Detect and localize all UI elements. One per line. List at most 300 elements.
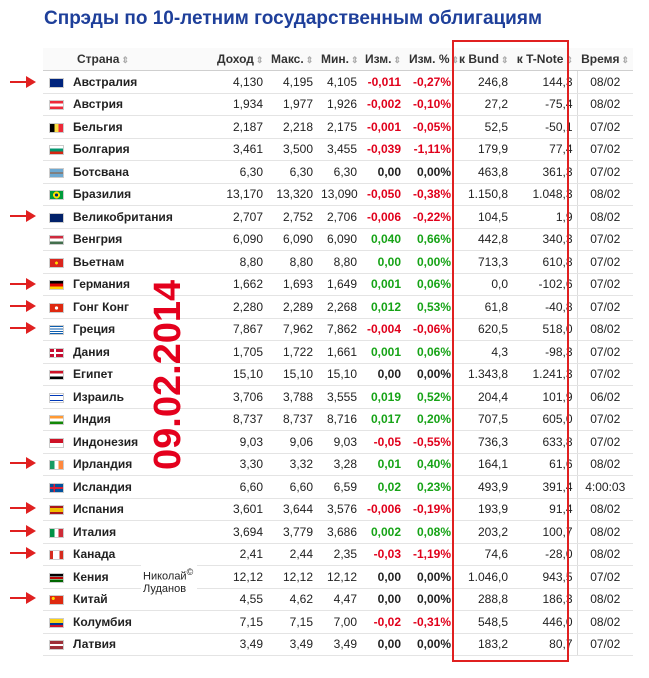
- change-pct-value: 0,00%: [405, 588, 455, 611]
- time-value: 08/02: [577, 183, 633, 206]
- flag-cell: [43, 71, 71, 94]
- low-value: 2,706: [317, 206, 361, 229]
- yield-value: 2,707: [213, 206, 267, 229]
- change-value: 0,002: [361, 521, 405, 544]
- spread-tnote-value: -28,0: [512, 543, 577, 566]
- change-pct-value: 0,06%: [405, 341, 455, 364]
- ireland-flag-icon: [49, 460, 64, 470]
- flag-cell: [43, 93, 71, 116]
- change-pct-value: -0,55%: [405, 431, 455, 454]
- arrow-right-icon: [10, 547, 36, 559]
- table-row[interactable]: [43, 476, 633, 499]
- high-value: 3,32: [267, 453, 317, 476]
- flag-cell: [43, 273, 71, 296]
- change-pct-value: 0,00%: [405, 566, 455, 589]
- china-flag-icon: [49, 595, 64, 605]
- change-value: 0,001: [361, 273, 405, 296]
- change-value: 0,00: [361, 251, 405, 274]
- sort-icon[interactable]: ⇕: [501, 55, 509, 65]
- country-name[interactable]: Испания: [71, 498, 213, 521]
- table-row[interactable]: [43, 453, 633, 476]
- high-value: 13,320: [267, 183, 317, 206]
- spread-tnote-value: 144,3: [512, 71, 577, 94]
- latvia-flag-icon: [49, 640, 64, 650]
- time-value: 08/02: [577, 206, 633, 229]
- greece-flag-icon: [49, 325, 64, 335]
- low-value: 1,661: [317, 341, 361, 364]
- change-pct-value: 0,00%: [405, 161, 455, 184]
- column-label: Страна: [77, 52, 120, 66]
- country-name[interactable]: Китай: [71, 588, 213, 611]
- change-pct-value: -0,22%: [405, 206, 455, 229]
- spread-bund-value: 1.046,0: [455, 566, 512, 589]
- country-name[interactable]: Дания: [71, 341, 213, 364]
- change-pct-value: -0,10%: [405, 93, 455, 116]
- low-value: 1,926: [317, 93, 361, 116]
- table-row[interactable]: [43, 611, 633, 634]
- country-name[interactable]: Италия: [71, 521, 213, 544]
- arrow-right-icon: [10, 525, 36, 537]
- low-value: 2,268: [317, 296, 361, 319]
- high-value: 7,962: [267, 318, 317, 341]
- spread-bund-value: 442,8: [455, 228, 512, 251]
- date-stamp: 09.02.2014: [147, 279, 189, 470]
- country-name[interactable]: Гонг Конг: [71, 296, 213, 319]
- change-pct-value: -0,19%: [405, 498, 455, 521]
- column-header-low[interactable]: [317, 48, 361, 71]
- australia-flag-icon: [49, 78, 64, 88]
- change-value: -0,039: [361, 138, 405, 161]
- botswana-flag-icon: [49, 168, 64, 178]
- yield-value: 8,80: [213, 251, 267, 274]
- spread-bund-value: 463,8: [455, 161, 512, 184]
- flag-cell: [43, 228, 71, 251]
- low-value: 8,716: [317, 408, 361, 431]
- time-value: 08/02: [577, 588, 633, 611]
- yield-value: 4,130: [213, 71, 267, 94]
- high-value: 4,195: [267, 71, 317, 94]
- time-value: 08/02: [577, 611, 633, 634]
- spread-bund-value: 203,2: [455, 521, 512, 544]
- change-pct-value: -0,06%: [405, 318, 455, 341]
- high-value: 1,693: [267, 273, 317, 296]
- high-value: 2,44: [267, 543, 317, 566]
- yield-value: 6,60: [213, 476, 267, 499]
- country-name[interactable]: Египет: [71, 363, 213, 386]
- change-value: 0,001: [361, 341, 405, 364]
- low-value: 3,49: [317, 633, 361, 656]
- spread-bund-value: 713,3: [455, 251, 512, 274]
- arrow-right-icon: [10, 322, 36, 334]
- sort-icon[interactable]: ⇕: [451, 55, 460, 65]
- time-value: 07/02: [577, 296, 633, 319]
- change-pct-value: 0,40%: [405, 453, 455, 476]
- flag-cell: [43, 341, 71, 364]
- spread-bund-value: 288,8: [455, 588, 512, 611]
- country-name[interactable]: Германия: [71, 273, 213, 296]
- spread-bund-value: 204,4: [455, 386, 512, 409]
- arrow-right-icon: [10, 300, 36, 312]
- flag-cell: [43, 251, 71, 274]
- time-value: 07/02: [577, 566, 633, 589]
- yield-value: 4,55: [213, 588, 267, 611]
- flag-cell: [43, 633, 71, 656]
- high-value: 6,090: [267, 228, 317, 251]
- table-row[interactable]: [43, 588, 633, 611]
- spread-bund-value: 548,5: [455, 611, 512, 634]
- bond-spreads-table: [43, 48, 633, 656]
- spread-bund-value: 52,5: [455, 116, 512, 139]
- spread-tnote-value: 391,4: [512, 476, 577, 499]
- spread-tnote-value: 100,7: [512, 521, 577, 544]
- flag-cell: [43, 521, 71, 544]
- high-value: 3,49: [267, 633, 317, 656]
- flag-cell: [43, 476, 71, 499]
- yield-value: 1,662: [213, 273, 267, 296]
- time-value: 4:00:03: [577, 476, 633, 499]
- high-value: 3,500: [267, 138, 317, 161]
- change-value: 0,00: [361, 363, 405, 386]
- yield-value: 2,187: [213, 116, 267, 139]
- india-flag-icon: [49, 415, 64, 425]
- spread-bund-value: 4,3: [455, 341, 512, 364]
- change-pct-value: -0,27%: [405, 71, 455, 94]
- yield-value: 12,12: [213, 566, 267, 589]
- change-pct-value: 0,52%: [405, 386, 455, 409]
- table-row[interactable]: [43, 363, 633, 386]
- flag-cell: [43, 588, 71, 611]
- spread-tnote-value: -50,1: [512, 116, 577, 139]
- sort-icon[interactable]: ⇕: [121, 55, 130, 65]
- high-value: 2,289: [267, 296, 317, 319]
- flag-cell: [43, 318, 71, 341]
- country-name[interactable]: Бразилия: [71, 183, 213, 206]
- spread-tnote-value: 1,9: [512, 206, 577, 229]
- yield-value: 2,41: [213, 543, 267, 566]
- time-value: 07/02: [577, 228, 633, 251]
- low-value: 3,28: [317, 453, 361, 476]
- spread-bund-value: 246,8: [455, 71, 512, 94]
- column-header-vs-tnote[interactable]: [512, 48, 577, 71]
- change-value: -0,011: [361, 71, 405, 94]
- low-value: 8,80: [317, 251, 361, 274]
- country-name[interactable]: Великобритания: [71, 206, 213, 229]
- yield-value: 3,461: [213, 138, 267, 161]
- column-header-time[interactable]: [577, 48, 633, 71]
- change-value: -0,05: [361, 431, 405, 454]
- sort-icon[interactable]: ⇕: [255, 55, 264, 65]
- spread-bund-value: 1.150,8: [455, 183, 512, 206]
- change-value: -0,004: [361, 318, 405, 341]
- column-header-country[interactable]: [43, 48, 213, 71]
- flag-cell: [43, 498, 71, 521]
- yield-value: 8,737: [213, 408, 267, 431]
- table-row[interactable]: [43, 116, 633, 139]
- country-name[interactable]: Израиль: [71, 386, 213, 409]
- time-value: 08/02: [577, 318, 633, 341]
- yield-value: 3,694: [213, 521, 267, 544]
- change-pct-value: -0,31%: [405, 611, 455, 634]
- country-name[interactable]: Болгария: [71, 138, 213, 161]
- country-name[interactable]: Вьетнам: [71, 251, 213, 274]
- flag-cell: [43, 611, 71, 634]
- spread-bund-value: 179,9: [455, 138, 512, 161]
- column-header-vs-bund[interactable]: [455, 48, 512, 71]
- high-value: 2,218: [267, 116, 317, 139]
- change-value: 0,040: [361, 228, 405, 251]
- low-value: 6,30: [317, 161, 361, 184]
- sort-icon[interactable]: ⇕: [305, 55, 314, 65]
- table-row[interactable]: [43, 318, 633, 341]
- change-value: -0,001: [361, 116, 405, 139]
- brazil-flag-icon: [49, 190, 64, 200]
- country-name[interactable]: Ботсвана: [71, 161, 213, 184]
- arrow-right-icon: [10, 210, 36, 222]
- table-row[interactable]: [43, 161, 633, 184]
- column-header-high[interactable]: [267, 48, 317, 71]
- change-pct-value: 0,66%: [405, 228, 455, 251]
- time-value: 07/02: [577, 633, 633, 656]
- yield-value: 2,280: [213, 296, 267, 319]
- high-value: 15,10: [267, 363, 317, 386]
- change-value: -0,006: [361, 498, 405, 521]
- time-value: 08/02: [577, 543, 633, 566]
- spread-bund-value: 1.343,8: [455, 363, 512, 386]
- high-value: 6,30: [267, 161, 317, 184]
- spread-tnote-value: 340,3: [512, 228, 577, 251]
- spread-bund-value: 74,6: [455, 543, 512, 566]
- low-value: 3,455: [317, 138, 361, 161]
- high-value: 3,788: [267, 386, 317, 409]
- low-value: 3,686: [317, 521, 361, 544]
- indonesia-flag-icon: [49, 438, 64, 448]
- table-row[interactable]: [43, 251, 633, 274]
- low-value: 15,10: [317, 363, 361, 386]
- table-row[interactable]: [43, 93, 633, 116]
- table-row[interactable]: [43, 273, 633, 296]
- copyright-icon: ©: [186, 567, 194, 577]
- change-value: 0,012: [361, 296, 405, 319]
- arrow-right-icon: [10, 76, 36, 88]
- spread-bund-value: 183,2: [455, 633, 512, 656]
- yield-value: 3,601: [213, 498, 267, 521]
- high-value: 3,779: [267, 521, 317, 544]
- table-row[interactable]: [43, 71, 633, 94]
- low-value: 6,090: [317, 228, 361, 251]
- change-pct-value: 0,06%: [405, 273, 455, 296]
- vietnam-flag-icon: [49, 258, 64, 268]
- flag-cell: [43, 138, 71, 161]
- change-pct-value: -1,11%: [405, 138, 455, 161]
- change-pct-value: 0,08%: [405, 521, 455, 544]
- country-name[interactable]: Исландия: [71, 476, 213, 499]
- time-value: 07/02: [577, 363, 633, 386]
- yield-value: 6,090: [213, 228, 267, 251]
- change-pct-value: 0,00%: [405, 633, 455, 656]
- column-label: Мин.: [321, 52, 349, 66]
- canada-flag-icon: [49, 550, 64, 560]
- time-value: 08/02: [577, 521, 633, 544]
- spread-tnote-value: -102,6: [512, 273, 577, 296]
- table-row[interactable]: [43, 386, 633, 409]
- table-row[interactable]: [43, 431, 633, 454]
- high-value: 8,737: [267, 408, 317, 431]
- high-value: 9,06: [267, 431, 317, 454]
- table-header-row: [43, 48, 633, 71]
- change-value: 0,019: [361, 386, 405, 409]
- denmark-flag-icon: [49, 348, 64, 358]
- high-value: 3,644: [267, 498, 317, 521]
- change-value: -0,02: [361, 611, 405, 634]
- table-row[interactable]: [43, 341, 633, 364]
- flag-cell: [43, 408, 71, 431]
- low-value: 1,649: [317, 273, 361, 296]
- spread-bund-value: 620,5: [455, 318, 512, 341]
- country-name[interactable]: Канада: [71, 543, 213, 566]
- country-name[interactable]: Кения: [71, 566, 213, 589]
- table-row[interactable]: [43, 521, 633, 544]
- flag-cell: [43, 116, 71, 139]
- low-value: 3,555: [317, 386, 361, 409]
- time-value: 07/02: [577, 116, 633, 139]
- time-value: 07/02: [577, 161, 633, 184]
- sort-icon[interactable]: ⇕: [565, 55, 574, 65]
- change-pct-value: -0,05%: [405, 116, 455, 139]
- spread-tnote-value: 1.241,3: [512, 363, 577, 386]
- iceland-flag-icon: [49, 483, 64, 493]
- column-label: к Bund: [459, 52, 500, 66]
- time-value: 07/02: [577, 341, 633, 364]
- high-value: 4,62: [267, 588, 317, 611]
- country-name[interactable]: Ирландия: [71, 453, 213, 476]
- yield-value: 1,705: [213, 341, 267, 364]
- spread-tnote-value: 91,4: [512, 498, 577, 521]
- change-value: 0,00: [361, 633, 405, 656]
- country-name[interactable]: Венгрия: [71, 228, 213, 251]
- spread-tnote-value: 633,8: [512, 431, 577, 454]
- table-row[interactable]: [43, 408, 633, 431]
- spread-tnote-value: -98,3: [512, 341, 577, 364]
- country-name[interactable]: Латвия: [71, 633, 213, 656]
- table-row[interactable]: [43, 183, 633, 206]
- change-value: 0,00: [361, 161, 405, 184]
- time-value: 07/02: [577, 273, 633, 296]
- spread-tnote-value: 1.048,3: [512, 183, 577, 206]
- spread-tnote-value: -75,4: [512, 93, 577, 116]
- country-name[interactable]: Индия: [71, 408, 213, 431]
- flag-cell: [43, 206, 71, 229]
- change-value: -0,050: [361, 183, 405, 206]
- table-row[interactable]: [43, 543, 633, 566]
- spread-bund-value: 0,0: [455, 273, 512, 296]
- time-value: 07/02: [577, 138, 633, 161]
- flag-cell: [43, 386, 71, 409]
- spread-tnote-value: 77,4: [512, 138, 577, 161]
- flag-cell: [43, 296, 71, 319]
- yield-value: 3,30: [213, 453, 267, 476]
- spread-tnote-value: 186,3: [512, 588, 577, 611]
- arrow-right-icon: [10, 592, 36, 604]
- low-value: 13,090: [317, 183, 361, 206]
- country-name[interactable]: Колумбия: [71, 611, 213, 634]
- country-name[interactable]: Бельгия: [71, 116, 213, 139]
- author-first-name: Николай: [143, 570, 187, 583]
- page-title: Спрэды по 10-летним государственным облигациям: [44, 8, 543, 29]
- table-row[interactable]: [43, 228, 633, 251]
- high-value: 7,15: [267, 611, 317, 634]
- column-header-change-pct[interactable]: [405, 48, 460, 71]
- column-header-change[interactable]: [361, 48, 405, 71]
- time-value: 07/02: [577, 408, 633, 431]
- spread-bund-value: 493,9: [455, 476, 512, 499]
- change-value: 0,02: [361, 476, 405, 499]
- change-value: 0,00: [361, 588, 405, 611]
- hongkong-flag-icon: [49, 303, 64, 313]
- country-name[interactable]: Греция: [71, 318, 213, 341]
- yield-value: 7,15: [213, 611, 267, 634]
- high-value: 12,12: [267, 566, 317, 589]
- low-value: 9,03: [317, 431, 361, 454]
- sort-icon[interactable]: ⇕: [393, 55, 402, 65]
- spread-tnote-value: 605,0: [512, 408, 577, 431]
- arrow-right-icon: [10, 457, 36, 469]
- spread-bund-value: 104,5: [455, 206, 512, 229]
- table-row[interactable]: [43, 138, 633, 161]
- author-signature: [141, 565, 197, 597]
- kenya-flag-icon: [49, 573, 64, 583]
- high-value: 8,80: [267, 251, 317, 274]
- low-value: 2,175: [317, 116, 361, 139]
- low-value: 2,35: [317, 543, 361, 566]
- column-label: Доход: [217, 52, 254, 66]
- change-pct-value: -1,19%: [405, 543, 455, 566]
- table-row[interactable]: [43, 498, 633, 521]
- sort-icon[interactable]: ⇕: [621, 55, 630, 65]
- country-name[interactable]: Австрия: [71, 93, 213, 116]
- change-pct-value: 0,53%: [405, 296, 455, 319]
- column-header-yield[interactable]: [213, 48, 267, 71]
- country-name[interactable]: Австралия: [71, 71, 213, 94]
- egypt-flag-icon: [49, 370, 64, 380]
- country-name[interactable]: Индонезия: [71, 431, 213, 454]
- sort-icon[interactable]: ⇕: [350, 55, 359, 65]
- austria-flag-icon: [49, 100, 64, 110]
- change-pct-value: 0,20%: [405, 408, 455, 431]
- change-value: 0,01: [361, 453, 405, 476]
- change-value: -0,002: [361, 93, 405, 116]
- table-row[interactable]: [43, 206, 633, 229]
- time-value: 08/02: [577, 453, 633, 476]
- spread-bund-value: 164,1: [455, 453, 512, 476]
- spread-tnote-value: 80,7: [512, 633, 577, 656]
- high-value: 6,60: [267, 476, 317, 499]
- column-label: Время: [581, 52, 620, 66]
- low-value: 6,59: [317, 476, 361, 499]
- table-row[interactable]: [43, 566, 633, 589]
- table-row[interactable]: [43, 296, 633, 319]
- israel-flag-icon: [49, 393, 64, 403]
- low-value: 4,47: [317, 588, 361, 611]
- belgium-flag-icon: [49, 123, 64, 133]
- spread-tnote-value: 943,5: [512, 566, 577, 589]
- uk-flag-icon: [49, 213, 64, 223]
- change-pct-value: -0,38%: [405, 183, 455, 206]
- flag-cell: [43, 363, 71, 386]
- time-value: 08/02: [577, 93, 633, 116]
- table-row[interactable]: [43, 633, 633, 656]
- italy-flag-icon: [49, 528, 64, 538]
- yield-value: 9,03: [213, 431, 267, 454]
